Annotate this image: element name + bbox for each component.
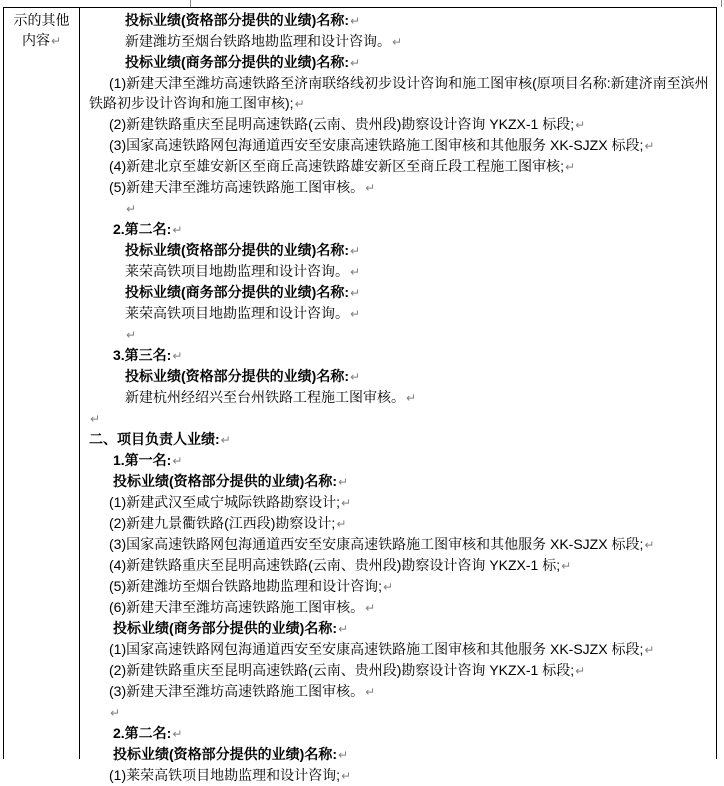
- row-label-line: [4, 30, 79, 51]
- pilcrow-mark: ↵: [50, 34, 62, 48]
- row-label-text: 示的其他: [13, 12, 70, 28]
- performance-item: (1)莱荣高铁项目地勘监理和设计咨询;↵: [109, 767, 352, 783]
- performance-item: (1)新建天津至潍坊高速铁路至济南联络线初步设计咨询和施工图审核(原项目名称:新建济南至滨州铁路初步设计咨询和施工图审核);↵: [89, 75, 709, 111]
- pilcrow-mark: ↵: [338, 475, 349, 489]
- pilcrow-mark: ↵: [350, 307, 361, 321]
- previous-row-border-remnant: [190, 0, 191, 7]
- pilcrow-mark: ↵: [294, 97, 305, 111]
- pilcrow-mark: ↵: [338, 622, 349, 636]
- pilcrow-mark: ↵: [341, 496, 352, 510]
- performance-category-header: 投标业绩(资格部分提供的业绩)名称:↵: [125, 368, 361, 384]
- pilcrow-mark: ↵: [172, 727, 183, 741]
- performance-item: (2)新建九景衢铁路(江西段)勘察设计;↵: [109, 515, 347, 531]
- performance-item: (3)国家高速铁路网包海通道西安至安康高速铁路施工图审核和其他服务 XK-SJZX 标段;↵: [109, 536, 655, 552]
- performance-item: (4)新建铁路重庆至昆明高速铁路(云南、贵州段)勘察设计咨询 YKZX-1 标;↵: [109, 557, 572, 573]
- performance-name: 莱荣高铁项目地勘监理和设计咨询。↵: [125, 263, 361, 279]
- empty-paragraph: [109, 702, 714, 723]
- empty-paragraph: [125, 324, 714, 345]
- performance-item: (3)国家高速铁路网包海通道西安至安康高速铁路施工图审核和其他服务 XK-SJZX 标段;↵: [109, 137, 655, 153]
- previous-row-border-remnant: [721, 0, 722, 7]
- pilcrow-mark: ↵: [350, 370, 361, 384]
- pilcrow-mark: ↵: [172, 349, 183, 363]
- pilcrow-mark: ↵: [350, 286, 361, 300]
- pilcrow-mark: ↵: [365, 601, 376, 615]
- performance-item: (5)新建天津至潍坊高速铁路施工图审核。↵: [109, 179, 376, 195]
- performance-item: (5)新建潍坊至烟台铁路地勘监理和设计咨询;↵: [109, 578, 394, 594]
- pilcrow-mark: ↵: [561, 559, 572, 573]
- pilcrow-mark: ↵: [172, 454, 183, 468]
- performance-category-header: 投标业绩(商务部分提供的业绩)名称:↵: [125, 284, 361, 300]
- performance-category-header: 投标业绩(资格部分提供的业绩)名称:↵: [113, 746, 349, 762]
- pilcrow-mark: ↵: [341, 769, 352, 783]
- rank-label: 1.第一名:↵: [113, 452, 183, 468]
- empty-paragraph: [89, 408, 714, 429]
- pilcrow-mark: ↵: [365, 181, 376, 195]
- pilcrow-mark: ↵: [644, 538, 655, 552]
- section-heading: 二、项目负责人业绩:↵: [89, 431, 231, 447]
- pilcrow-mark: ↵: [365, 685, 376, 699]
- pilcrow-mark: ↵: [350, 265, 361, 279]
- pilcrow-mark: ↵: [338, 748, 349, 762]
- pilcrow-mark: ↵: [350, 244, 361, 258]
- performance-item: (6)新建天津至潍坊高速铁路施工图审核。↵: [109, 599, 376, 615]
- pilcrow-mark: ↵: [126, 202, 137, 216]
- pilcrow-mark: ↵: [220, 433, 231, 447]
- pilcrow-mark: ↵: [350, 56, 361, 70]
- pilcrow-mark: ↵: [392, 35, 403, 49]
- performance-item: (3)新建天津至潍坊高速铁路施工图审核。↵: [109, 683, 376, 699]
- pilcrow-mark: ↵: [644, 139, 655, 153]
- row-content-cell: [80, 8, 716, 783]
- performance-item: (1)国家高速铁路网包海通道西安至安康高速铁路施工图审核和其他服务 XK-SJZX 标段;↵: [109, 641, 655, 657]
- pilcrow-mark: ↵: [350, 14, 361, 28]
- pilcrow-mark: ↵: [575, 664, 586, 678]
- performance-item: (2)新建铁路重庆至昆明高速铁路(云南、贵州段)勘察设计咨询 YKZX-1 标段;↵: [109, 662, 586, 678]
- empty-paragraph: [125, 198, 714, 219]
- rank-label: 2.第二名:↵: [113, 725, 183, 741]
- performance-item: (1)新建武汉至咸宁城际铁路勘察设计;↵: [109, 494, 352, 510]
- pilcrow-mark: ↵: [110, 706, 121, 720]
- performance-category-header: 投标业绩(资格部分提供的业绩)名称:↵: [125, 242, 361, 258]
- performance-item: (2)新建铁路重庆至昆明高速铁路(云南、贵州段)勘察设计咨询 YKZX-1 标段;↵: [109, 116, 586, 132]
- pilcrow-mark: ↵: [644, 643, 655, 657]
- publication-table-row: [3, 7, 717, 783]
- pilcrow-mark: ↵: [90, 412, 101, 426]
- pilcrow-mark: ↵: [172, 223, 183, 237]
- performance-item: (4)新建北京至雄安新区至商丘高速铁路雄安新区至商丘段工程施工图审核;↵: [109, 158, 576, 174]
- pilcrow-mark: ↵: [336, 517, 347, 531]
- performance-category-header: 投标业绩(商务部分提供的业绩)名称:↵: [125, 54, 361, 70]
- pilcrow-mark: ↵: [383, 580, 394, 594]
- row-label-text: 内容: [21, 32, 50, 48]
- performance-name: 莱荣高铁项目地勘监理和设计咨询。↵: [125, 305, 361, 321]
- rank-label: 2.第二名:↵: [113, 221, 183, 237]
- performance-name: 新建杭州经绍兴至台州铁路工程施工图审核。↵: [125, 389, 417, 405]
- pilcrow-mark: ↵: [406, 391, 417, 405]
- performance-name: 新建潍坊至烟台铁路地勘监理和设计咨询。↵: [125, 33, 403, 49]
- pilcrow-mark: ↵: [565, 160, 576, 174]
- pilcrow-mark: ↵: [575, 118, 586, 132]
- performance-category-header: 投标业绩(商务部分提供的业绩)名称:↵: [113, 620, 349, 636]
- performance-category-header: 投标业绩(资格部分提供的业绩)名称:↵: [113, 473, 349, 489]
- row-label-line: [4, 10, 79, 30]
- row-label-cell: [4, 8, 80, 759]
- performance-category-header: 投标业绩(资格部分提供的业绩)名称:↵: [125, 12, 361, 28]
- pilcrow-mark: ↵: [126, 328, 137, 342]
- rank-label: 3.第三名:↵: [113, 347, 183, 363]
